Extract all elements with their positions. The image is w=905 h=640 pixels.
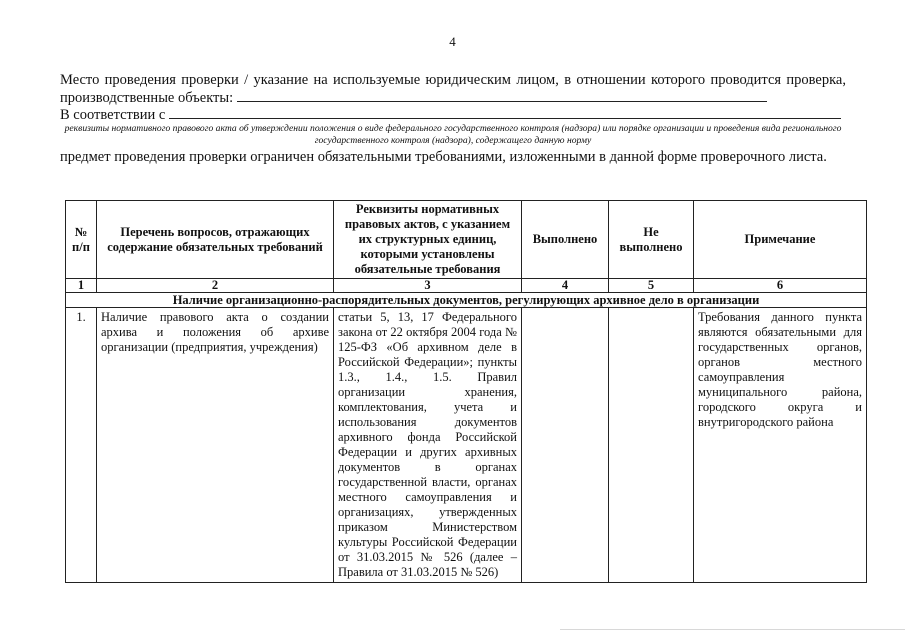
header-number: № п/п [66, 201, 97, 279]
row-question: Наличие правового акта о создании архива и положения об архиве организации (предприятия, учреждения) [97, 308, 334, 583]
column-number: 3 [334, 279, 522, 293]
row-requisites: статьи 5, 13, 17 Федерального закона от 22 октября 2004 года № 125-ФЗ «Об архивном деле в Российской Федерации»; пункты 1.3., 1.4., 1.5. Правил организации хранения, комплектования, учета и использования документов архивного фонда Российской Федерации и других архивных документов в органах государственной власти, органах местного самоуправления и организациях, утвержденных приказом Министерством культуры Российской Федерации от 31.03.2015 № 526 (далее – Правила от 31.03.2015 № 526) [334, 308, 522, 583]
column-number: 1 [66, 279, 97, 293]
section-row [66, 293, 867, 308]
accordance-paragraph [60, 106, 846, 124]
page-number: 4 [449, 34, 456, 49]
header-note: Примечание [694, 201, 867, 279]
header-done: Выполнено [522, 201, 609, 279]
column-number: 6 [694, 279, 867, 293]
page-edge-line [560, 629, 905, 630]
column-number: 2 [97, 279, 334, 293]
row-note: Требования данного пункта являются обязательными для государственных органов, органов местного самоуправления муниципального района, городского округа и внутригородского района [694, 308, 867, 583]
section-title: Наличие организационно-распорядительных документов, регулирующих архивное дело в организации [66, 293, 867, 308]
header-questions: Перечень вопросов, отражающих содержание обязательных требований [97, 201, 334, 279]
table-row [66, 308, 867, 583]
column-numbers-row [66, 279, 867, 293]
table-header-row [66, 201, 867, 279]
row-number: 1. [66, 308, 97, 583]
legal-act-note: реквизиты нормативного правового акта об утверждении положения о виде федерального государственного контроля (надзора) или порядке организации и проведения вида регионального государственного контроля (надзора), содержащего данную норму [64, 123, 842, 146]
accordance-prefix: В соответствии с [60, 107, 166, 123]
checklist-table [65, 200, 867, 583]
inspection-location-paragraph [60, 72, 846, 107]
header-requisites: Реквизиты нормативных правовых актов, с указанием их структурных единиц, которыми установлены обязательные требования [334, 201, 522, 279]
row-done-cell[interactable] [522, 308, 609, 583]
inspection-location-text: Место проведения проверки / указание на используемые юридическим лицом, в отношении которого проводится проверка, производственные объекты: [60, 72, 846, 106]
column-number: 4 [522, 279, 609, 293]
inspection-location-blank[interactable] [237, 89, 767, 102]
header-not-done: Не выполнено [609, 201, 694, 279]
column-number: 5 [609, 279, 694, 293]
legal-act-blank[interactable] [169, 106, 841, 119]
row-not-done-cell[interactable] [609, 308, 694, 583]
scope-paragraph: предмет проведения проверки ограничен обязательными требованиями, изложенными в данной форме проверочного листа. [60, 149, 827, 165]
